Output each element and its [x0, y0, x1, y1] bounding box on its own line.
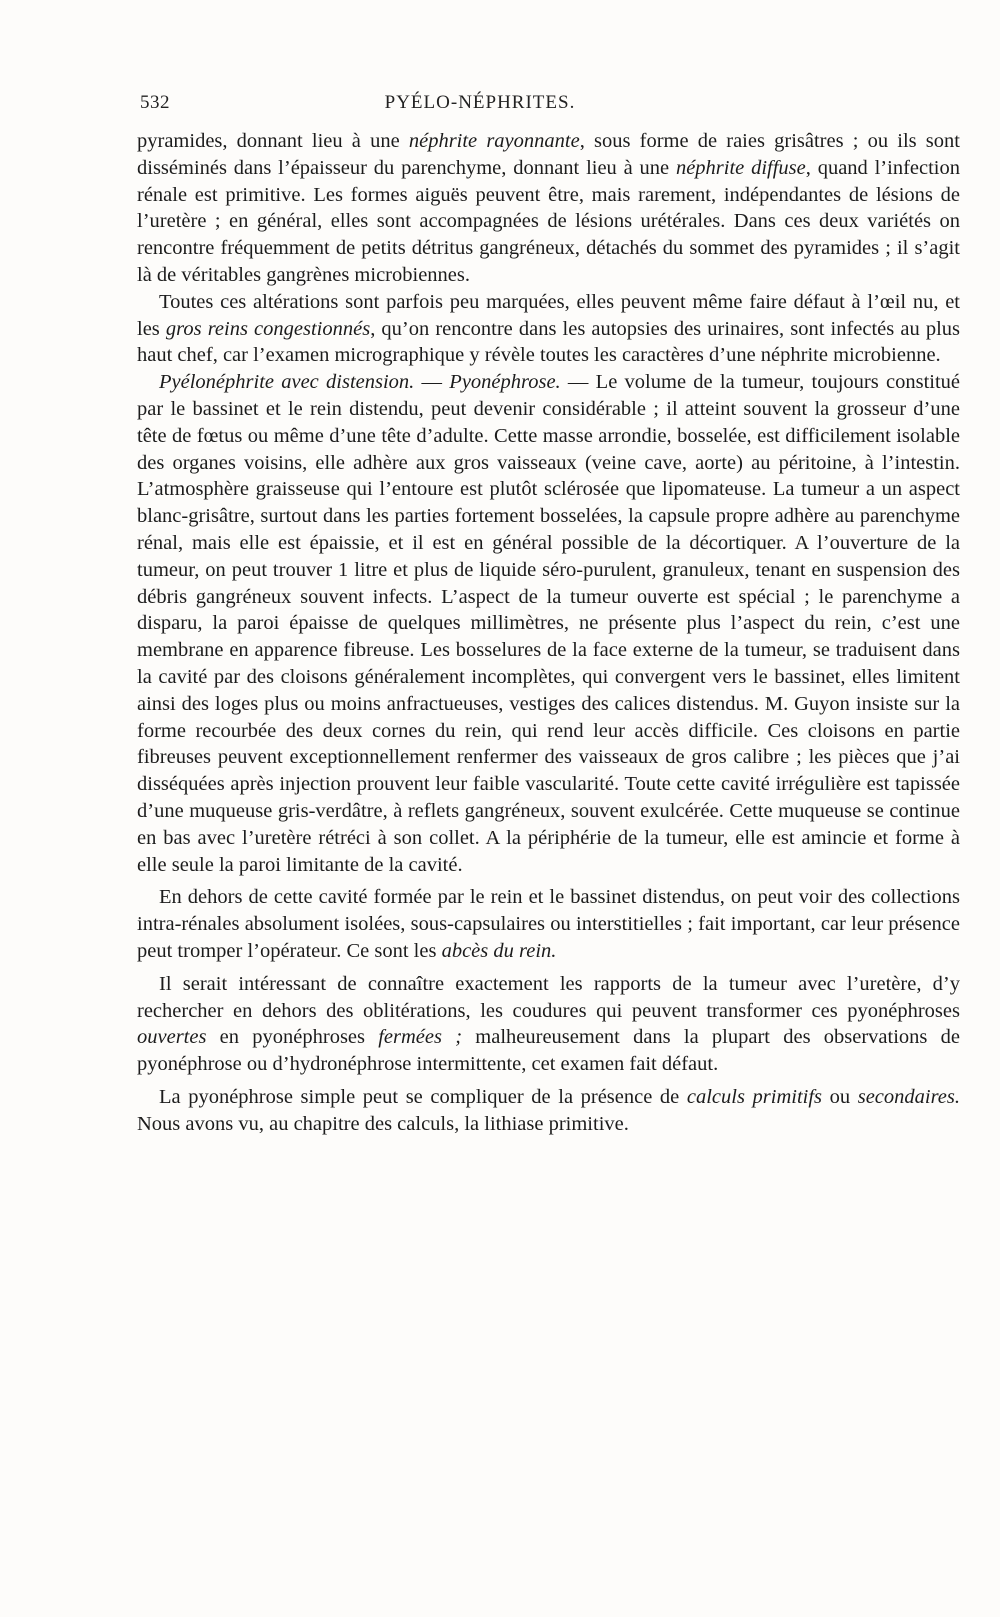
text-segment: , quand l’infection rénale est primitive. Les formes aiguës peuvent être, mais rarement, indépendantes de lésions de l’uretère ; en général, elles sont accompagnées de lésions urétérales. Dans ces deux variétés on rencontre fréquemment de petits détritus gangréneux, détachés du sommet des pyramides ; il s’agit là de véritables gangrènes microbiennes. [137, 156, 960, 286]
text-segment: — Le volume de la tumeur, toujours constitué par le bassinet et le rein distendu, peut devenir considérable ; il atteint souvent la grosseur d’une tête de fœtus ou même d’une tête d’adulte. Cette masse arrondie, bosselée, est difficilement isolable des organes voisins, elle adhère aux gros vaisseaux (veine cave, aorte) au péritoine, à l’intestin. L’atmosphère graisseuse qui l’entoure est plutôt sclérosée que lipomateuse. La tumeur a un aspect blanc-grisâtre, surtout dans les parties fortement bosselées, la capsule propre adhère au parenchyme rénal, mais elle est épaissie, et il est en général possible de la décortiquer. A l’ouverture de la tumeur, on peut trouver 1 litre et plus de liquide séro-purulent, granuleux, tenant en suspension des débris gangréneux souvent infects. L’aspect de la tumeur ouverte est spécial ; le parenchyme a disparu, la paroi épaisse de quelques millimètres, ne présente plus l’aspect du rein, c’est une membrane en apparence fibreuse. Les bosselures de la face externe de la tumeur, se traduisent dans la cavité par des cloisons généralement incomplètes, qui convergent vers le bassinet, elles limitent ainsi des loges plus ou moins anfractueuses, vestiges des calices distendus. M. Guyon insiste sur la forme recourbée des deux cornes du rein, qui rend leur accès difficile. Ces cloisons en partie fibreuses peuvent exceptionnellement renfermer des vaisseaux de gros calibre ; les pièces que j’ai disséquées après injection prouvent leur faible vascularité. Toute cette cavité irrégulière est tapissée d’une muqueuse gris-verdâtre, à reflets gangréneux, souvent exulcérée. Cette muqueuse se continue en bas avec l’uretère rétréci à son collet. A la périphérie de la tumeur, elle est amincie et forme à elle seule la paroi limitante de la cavité. [137, 371, 960, 876]
page-number: 532 [140, 92, 170, 113]
body-text [137, 128, 960, 1137]
text-segment: — [414, 371, 450, 394]
running-head [140, 92, 960, 122]
paragraph-alterations [137, 289, 960, 369]
italic-text-segment: secondaires. [857, 1085, 961, 1108]
italic-text-segment: néphrite rayonnante [408, 130, 580, 152]
italic-text-segment: gros reins congestionnés [165, 317, 371, 340]
italic-text-segment: fermées ; [378, 1026, 463, 1049]
text-segment: malheureusement dans la plupart des observations de pyonéphrose ou d’hydronéphrose intermittente, cet examen fait défaut. [137, 1026, 960, 1076]
running-title: PYÉLO-NÉPHRITES. [384, 92, 576, 113]
paragraph-uretere [137, 971, 960, 1078]
italic-text-segment: ouvertes [137, 1026, 207, 1049]
paragraph-calculs [137, 1084, 960, 1138]
text-segment: , qu’on rencontre dans les autopsies des urinaires, sont infectés au plus haut chef, car l’examen micrographique y révèle toutes les caractères d’une néphrite microbienne. [137, 317, 960, 367]
text-segment: en pyonéphroses [206, 1026, 379, 1049]
text-segment: En dehors de cette cavité formée par le rein et le bassinet distendus, on peut voir des collections intra-rénales absolument isolées, sous-capsulaires ou interstitielles ; fait important, car leur présence peut tromper l’opérateur. Ce sont les [137, 886, 960, 962]
paragraph-continued [137, 128, 960, 289]
italic-text-segment: Pyonéphrose. [449, 371, 561, 394]
text-segment: pyramides, donnant lieu à une [137, 130, 409, 152]
italic-text-segment: néphrite diffuse [675, 156, 806, 179]
text-segment: ou [822, 1085, 858, 1108]
italic-text-segment: calculs primitifs [686, 1085, 823, 1108]
text-segment: Toutes ces altérations sont parfois peu marquées, elles peuvent même faire défaut à l’œil nu, et les [137, 290, 960, 340]
italic-text-segment: abcès du rein. [441, 939, 557, 962]
text-segment: , sous forme de raies grisâtres ; ou ils sont disséminés dans l’épaisseur du parenchyme, donnant lieu à une [137, 130, 960, 179]
text-segment: La pyonéphrose simple peut se compliquer de la présence de [159, 1085, 687, 1108]
text-segment: Nous avons vu, au chapitre des calculs, la lithiase primitive. [137, 1112, 629, 1135]
text-segment: Il serait intéressant de connaître exactement les rapports de la tumeur avec l’uretère, d’y rechercher en dehors des oblitérations, les coudures qui peuvent transformer ces pyonéphroses [137, 972, 960, 1022]
italic-text-segment: Pyélonéphrite avec distension. [159, 371, 415, 394]
paragraph-abces-du-rein [137, 884, 960, 964]
paragraph-pyonephrose [137, 369, 960, 878]
